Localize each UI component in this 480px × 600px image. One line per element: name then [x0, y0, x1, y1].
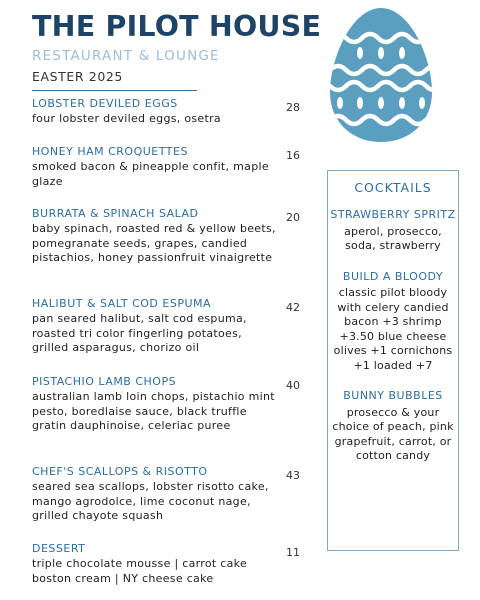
cocktail-item	[328, 389, 458, 464]
cocktail-description: classic pilot bloody with celery candied bacon +3 shrimp +3.50 blue cheese olives +1 cornichons +1 loaded +7	[333, 286, 453, 372]
menu-item-description: four lobster deviled eggs, osetra	[32, 112, 221, 125]
menu-item-name: BURRATA & SPINACH SALAD	[32, 207, 199, 220]
menu-item-price: 11	[286, 546, 300, 559]
restaurant-title: THE PILOT HOUSE	[32, 10, 322, 43]
menu-item	[32, 207, 282, 266]
cocktail-name: BUNNY BUBBLES	[343, 389, 443, 402]
menu-item-description: seared sea scallops, lobster risotto cake, mango agrodolce, lime coconut nage, grilled chayote squash	[32, 480, 269, 522]
menu-item-name: DESSERT	[32, 542, 86, 555]
menu-item	[32, 375, 282, 434]
menu-item-name: PISTACHIO LAMB CHOPS	[32, 375, 177, 388]
menu-item-price: 40	[286, 379, 300, 392]
cocktails-heading: COCKTAILS	[354, 180, 432, 195]
menu-item-description: triple chocolate mousse | carrot cake boston cream | NY cheese cake	[32, 557, 248, 585]
menu-item	[32, 465, 282, 524]
menu-item-name: HONEY HAM CROQUETTES	[32, 145, 188, 158]
easter-egg-icon	[326, 6, 436, 144]
header-divider	[32, 90, 197, 91]
menu-edition: EASTER 2025	[32, 69, 123, 84]
menu-item	[32, 145, 282, 189]
menu-item	[32, 542, 282, 586]
menu-item-description: pan seared halibut, salt cod espuma, roasted tri color fingerling potatoes, grilled asparagus, chorizo oil	[32, 312, 247, 354]
menu-item-price: 42	[286, 301, 300, 314]
menu-item-price: 16	[286, 149, 300, 162]
cocktail-name: BUILD A BLOODY	[342, 269, 444, 283]
cocktails-panel	[327, 170, 459, 551]
menu-item	[32, 97, 282, 127]
cocktail-description: aperol, prosecco, soda, strawberry	[344, 224, 442, 252]
cocktail-name: STRAWBERRY SPRITZ	[330, 208, 456, 221]
cocktail-item	[328, 270, 458, 374]
cocktail-item	[328, 208, 458, 254]
menu-item-name: HALIBUT & SALT COD ESPUMA	[32, 297, 212, 310]
menu-item-description: baby spinach, roasted red & yellow beets, pomegranate seeds, grapes, candied pistachios, honey passionfruit vinaigrette	[32, 222, 276, 264]
restaurant-subtitle: RESTAURANT & LOUNGE	[32, 48, 220, 64]
cocktail-description: prosecco & your choice of peach, pink grapefruit, carrot, or cotton candy	[332, 405, 454, 462]
menu-item-description: smoked bacon & pineapple confit, maple glaze	[32, 160, 269, 188]
menu-item	[32, 297, 282, 356]
menu-item-price: 20	[286, 211, 300, 224]
menu-item-description: australian lamb loin chops, pistachio mint pesto, boredlaise sauce, black truffle gratin dauphinoise, celeriac puree	[32, 390, 275, 432]
menu-item-price: 43	[286, 469, 300, 482]
menu-item-name: LOBSTER DEVILED EGGS	[32, 97, 178, 110]
menu-item-price: 28	[286, 101, 300, 114]
menu-item-name: CHEF'S SCALLOPS & RISOTTO	[32, 465, 208, 478]
